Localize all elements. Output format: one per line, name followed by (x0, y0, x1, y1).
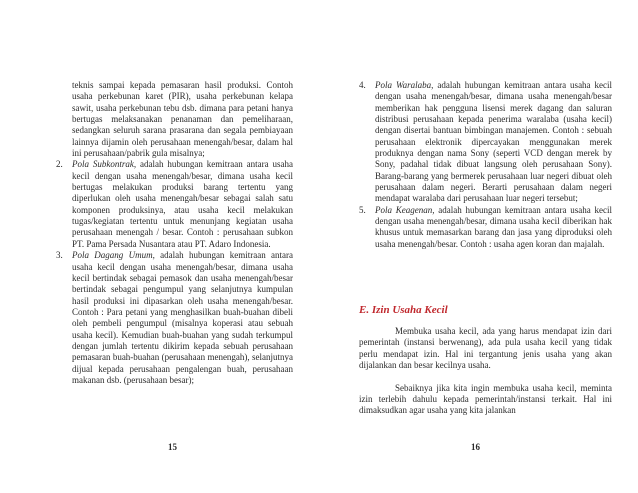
list-item (359, 80, 612, 205)
list-item (56, 250, 293, 386)
right-page (319, 0, 638, 493)
list-item-text: adalah hubungan kemitraan antara usaha kecil dengan usaha menengah/besar, dimana usaha menengah/besar memberikan hak pengguna lisensi merek dagang dan saluran distribusi perusahaan kepada penerima waralaba (usaha kecil) dengan disertai bantuan bimbingan manajemen. Contoh : sebuah perusahaan elektronik dipercayakan menggunakan merek produknya dengan nama Sony (seperti VCD dengan merek by Sony, padahal tidak dibuat langsung oleh perusahaan Sony). Barang-barang yang bermerek perusahaan luar negeri dibuat oleh perusahaan dalam negeri. Berarti perusahaan dalam negeri mendapat waralaba dari perusahaan luar negeri tersebut; (375, 80, 612, 204)
list-item-text: adalah hubungan kemitraan antara usaha kecil dengan usaha menengah/besar, dimana usaha kecil diberikan hak khusus untuk memasarkan barang dan jasa yang diproduksi oleh usaha menengah/besar. Contoh : usaha agen koran dan majalah. (375, 204, 612, 249)
body-paragraph: Membuka usaha kecil, ada yang harus mendapat izin dari pemerintah (instansi berwenang), ada pula usaha kecil yang tidak perlu mendapat izin. Hal ini tergantung jenis usaha yang akan dijalankan dan besar kecilnya usaha. (359, 326, 612, 371)
list-item-term: Pola Waralaba, (375, 80, 434, 90)
section-heading: E. Izin Usaha Kecil (359, 304, 448, 316)
continued-paragraph: teknis sampai kepada pemasaran hasil produksi. Contoh usaha perkebunan karet (PIR), usaha perkebunan kelapa sawit, usaha perkebunan tebu dsb. dimana para petani hanya bertugas melaksanakan penanaman dan pemeliharaan, sedangkan seluruh sarana prasarana dan segala pembiayaan lainnya dijamin oleh perusahaan menengah/besar, dalam hal ini perusahaan/pabrik gula misalnya; (72, 80, 293, 159)
right-list (359, 80, 612, 250)
page-number: 16 (471, 442, 480, 452)
paragraph-gap (359, 371, 612, 382)
right-text-column (359, 80, 612, 250)
list-item-number: 2. (56, 159, 63, 170)
body-paragraph: Sebaiknya jika kita ingin membuka usaha kecil, meminta izin terlebih dahulu kepada pemerintah/instansi terkait. Hal ini dimaksudkan agar usaha yang kita jalankan (359, 382, 612, 416)
list-item-term: Pola Keagenan, (375, 204, 435, 215)
page-number: 15 (168, 442, 177, 452)
list-item-number: 3. (56, 250, 63, 261)
left-list (56, 159, 293, 386)
list-item-text: adalah hubungan kemitraan antara usaha kecil dengan usaha menengah/besar, dimana usaha kecil bertugas melakukan produksi barang tertentu yang diperlukan oleh usaha menengah/besar sebagai salah satu komponen produksinya, atau usaha kecil melakukan tugas/kegiatan tertentu untuk menunjang kegiatan usaha perusahaan menengah / besar. Contoh : perusahaan subkon PT. Pama Persada Nusantara atau PT. Adaro Indonesia. (72, 159, 294, 249)
list-item (359, 205, 612, 250)
list-item-term: Pola Subkontrak, (72, 159, 137, 170)
list-item-number: 5. (359, 204, 366, 215)
list-item-text: adalah hubungan kemitraan antara usaha kecil dengan usaha menengah/besar, dimana usaha kecil bertindak sebagai pemasok dan usaha menengah/besar bertindak sebagai pengumpul yang selanjutnya kumpulan hasil produksi ini dipasarkan oleh usaha menengah/besar. Contoh : Para petani yang menghasilkan buah-buahan dibeli oleh pembeli pengumpul (misalnya koperasi atau sebuah usaha kecil). Kemudian buah-buahan yang sudah terkumpul dengan jumlah tertentu dikirim kepada sebuah perusahaan pemasaran buah-buahan (perusahaan menengah), selanjutnya dijual kepada perusahaan pengalengan buah, perusahaan makanan dsb. (perusahaan besar); (72, 250, 294, 385)
list-item-number: 4. (359, 80, 366, 90)
section-body (359, 326, 612, 417)
list-item (56, 159, 293, 250)
list-item-term: Pola Dagang Umum, (72, 250, 155, 261)
left-text-column (56, 80, 293, 386)
